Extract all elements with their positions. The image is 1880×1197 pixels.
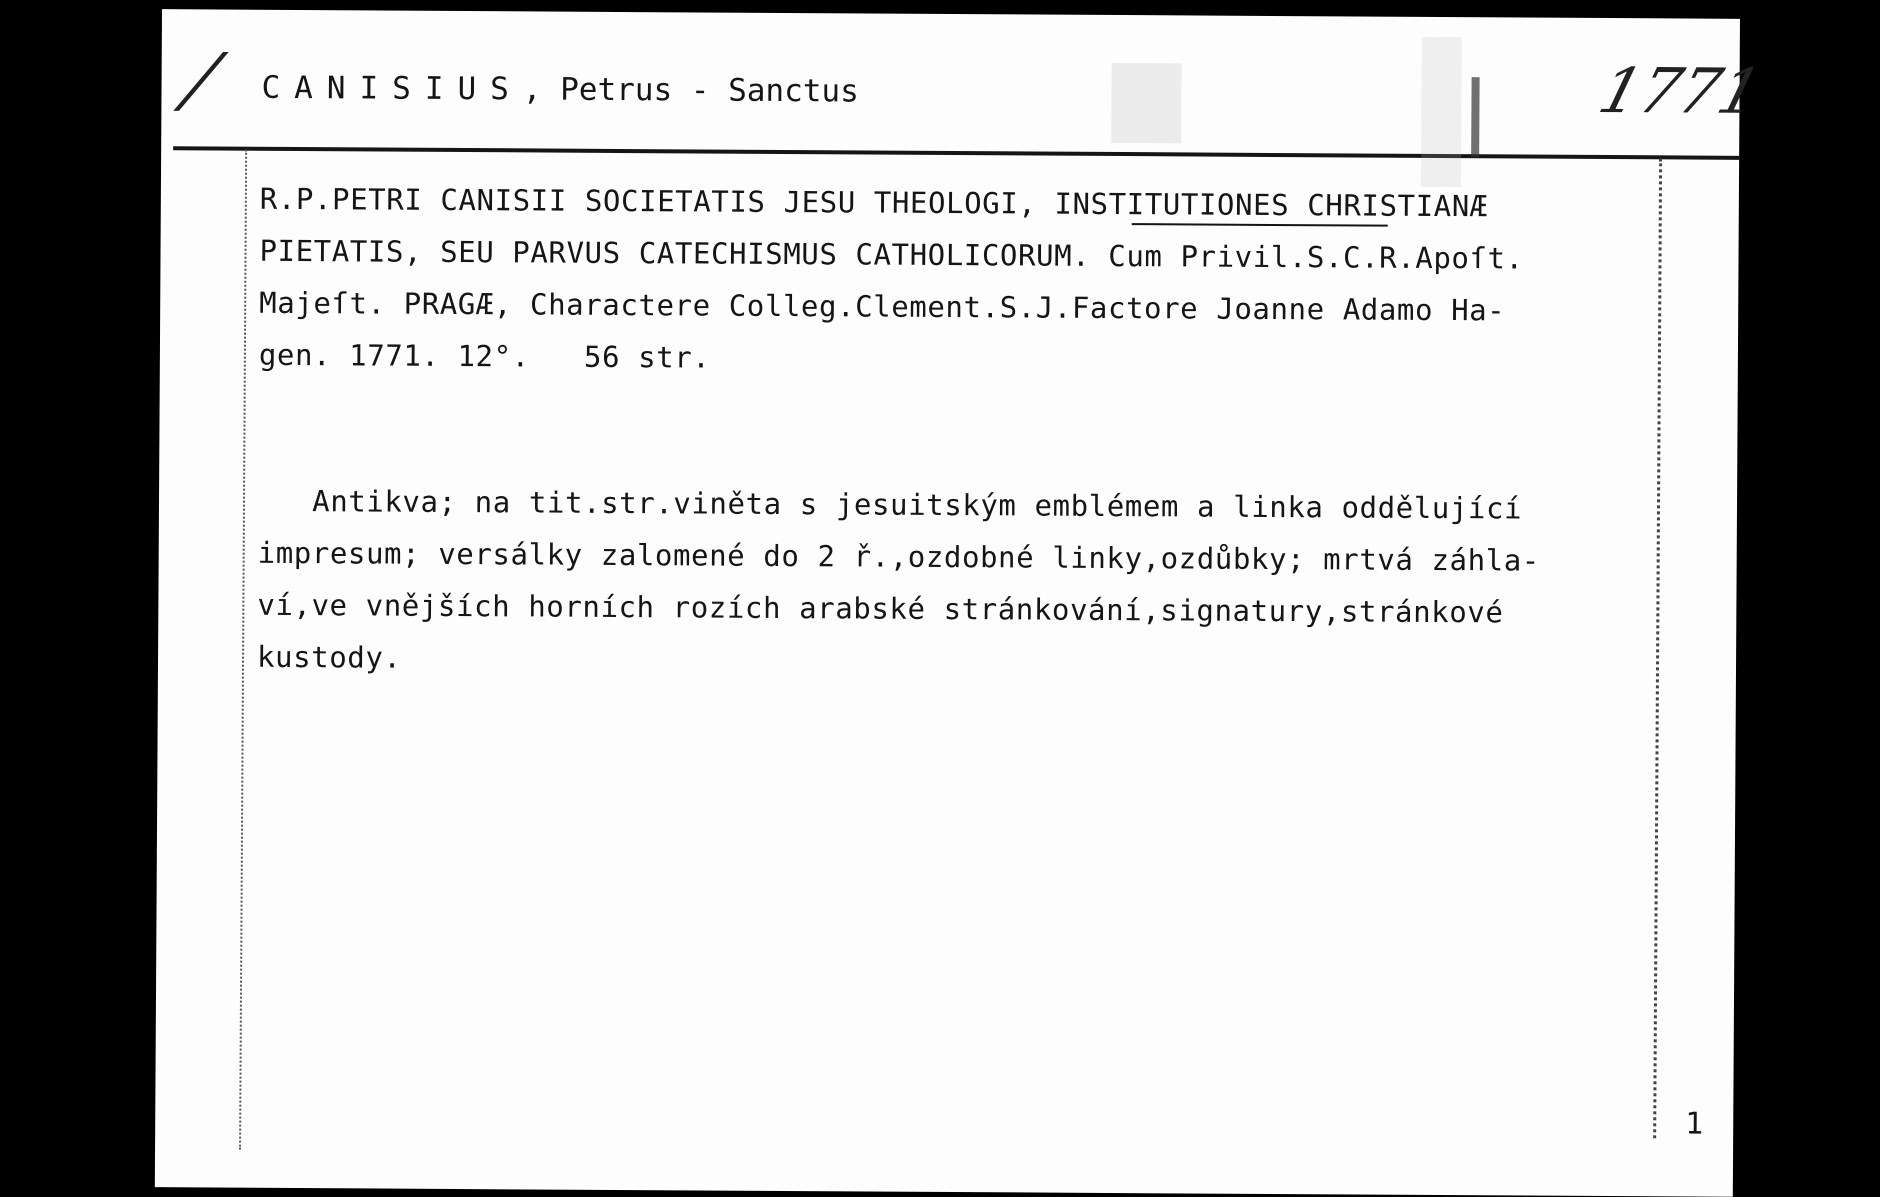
bibliographic-line: gen. 1771. 12°. 56 str. — [258, 337, 711, 375]
heading-given-names: Petrus - Sanctus — [560, 71, 859, 110]
bibliographic-line: PIETATIS, SEU PARVUS CATECHISMUS CATHOLICORUM. Cum Privil.S.C.R.Apoſt. — [259, 233, 1524, 276]
catalog-card — [155, 9, 1770, 1197]
handwritten-mark: / — [175, 37, 228, 122]
left-dotted-border — [239, 150, 247, 1150]
heading-surname: CANISIUS — [261, 69, 523, 108]
handwritten-year: 1771 — [1591, 54, 1770, 128]
scan-mark — [1471, 77, 1479, 157]
bibliographic-line: R.P.PETRI CANISII SOCIETATIS JESU THEOLOGI, INSTITUTIONES CHRISTIANÆ — [259, 181, 1488, 224]
scan-smudge — [1421, 37, 1462, 187]
title-underline — [1132, 223, 1388, 227]
description-line: ví,ve vnějších horních rozích arabské stránkování,signatury,stránkové — [257, 587, 1504, 630]
bibliographic-line: Majeſt. PRAGÆ, Charactere Colleg.Clement.S.J.Factore Joanne Adamo Ha- — [259, 285, 1506, 328]
description-line: Antikva; na tit.str.viněta s jesuitským emblémem a linka oddělující — [257, 483, 1523, 526]
page-number: 1 — [1685, 1106, 1704, 1142]
header-rule — [173, 146, 1739, 160]
description-line: impresum; versálky zalomené do 2 ř.,ozdobné linky,ozdůbky; mrtvá záhla- — [257, 535, 1541, 578]
heading-separator: , — [522, 71, 542, 108]
right-dotted-border — [1653, 158, 1662, 1138]
card-heading — [261, 70, 858, 110]
scan-smudge — [1111, 63, 1181, 143]
description-line: kustody. — [256, 639, 402, 675]
